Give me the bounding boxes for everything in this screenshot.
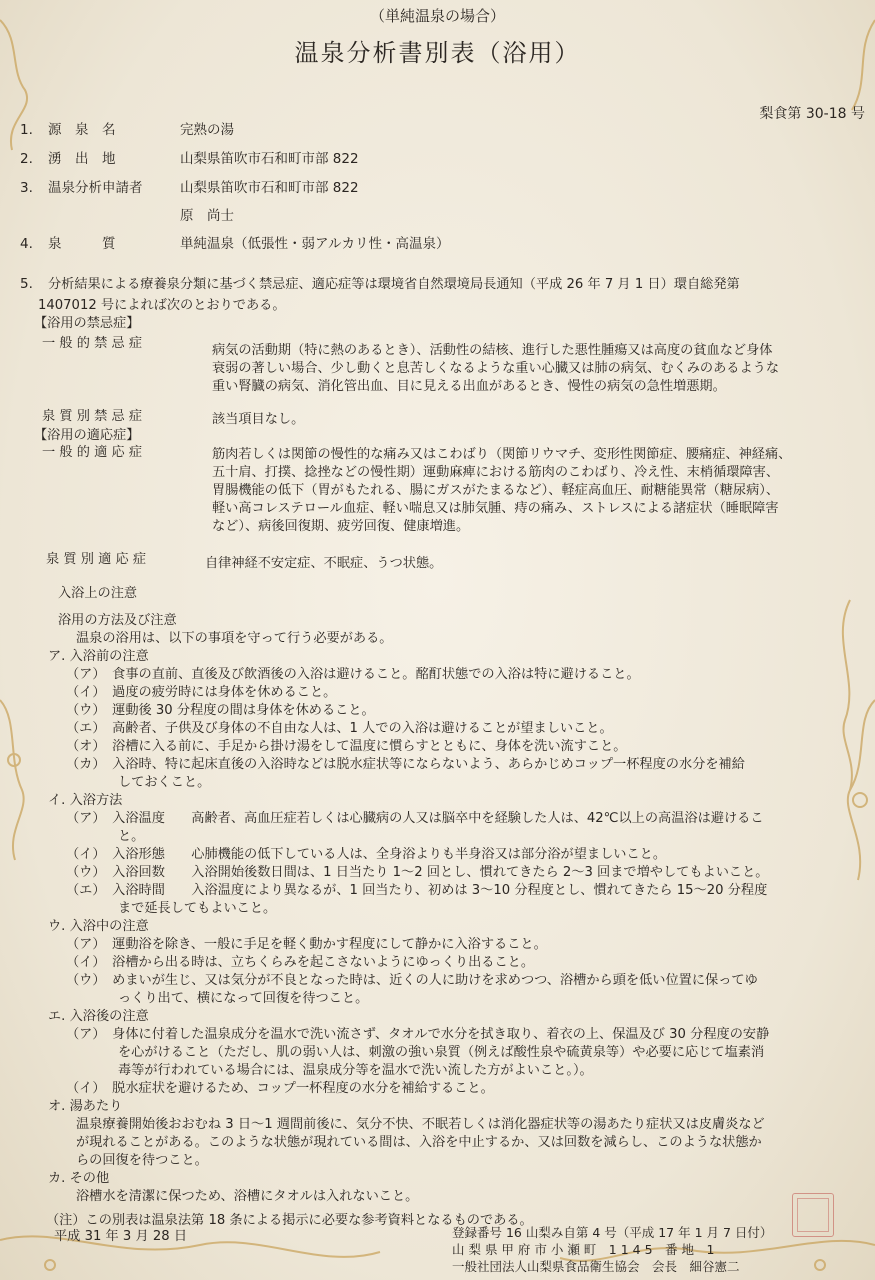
after-bath-item-2: （イ） 脱水症状を避けるため、コップ一杯程度の水分を補給すること。: [66, 1081, 494, 1096]
spring-contraindication-label: 泉 質 別 禁 忌 症: [42, 409, 143, 424]
bath-duration-line-2: まで延長してもよいこと。: [118, 901, 277, 916]
general-indication-label: 一 般 的 適 応 症: [42, 445, 143, 460]
issue-date: 平成 31 年 3 月 28 日: [54, 1229, 188, 1244]
before-bath-item-3: （ウ） 運動後 30 分程度の間は身体を休めること。: [66, 703, 375, 718]
bathing-method-intro: 温泉の浴用は、以下の事項を守って行う必要がある。: [76, 631, 393, 646]
footnote: （注）この別表は温泉法第 18 条による掲示に必要な参考資料となるものである。: [46, 1213, 533, 1228]
registration-number: 登録番号 16 山梨み自第 4 号（平成 17 年 1 月 7 日付）: [452, 1225, 773, 1240]
during-bath-item-1: （ア） 運動浴を除き、一般に手足を軽く動かす程度にして静かに入浴すること。: [66, 937, 547, 952]
before-bath-item-6-line-1: （カ） 入浴時、特に起床直後の入浴時などは脱水症状等にならないよう、あらかじめコップ一杯程度の水分を補給: [66, 757, 745, 772]
bath-sickness-line-1: 温泉療養開始後おおむね 3 日〜1 週間前後に、気分不快、不眠若しくは消化器症状等の湯あたり症状又は皮膚炎など: [76, 1117, 765, 1132]
after-bath-title: エ. 入浴後の注意: [48, 1009, 149, 1024]
document-title: 温泉分析書別表（浴用）: [294, 39, 581, 67]
bath-sickness-line-2: が現れることがある。このような状態が現れている間は、入浴を中止するか、又は回数を減らし、このような状態か: [76, 1135, 762, 1150]
bath-temperature-line-2: と。: [118, 829, 145, 844]
during-bath-title: ウ. 入浴中の注意: [48, 919, 149, 934]
before-bath-item-6-line-2: しておくこと。: [118, 775, 211, 790]
before-bath-item-5: （オ） 浴槽に入る前に、手足から掛け湯をして温度に慣らすとともに、身体を洗い流すこと。: [66, 739, 627, 754]
during-bath-item-3-line-2: っくり出て、横になって回復を待つこと。: [118, 991, 369, 1006]
source-name-label: 源 泉 名: [48, 122, 116, 138]
spring-quality-value: 単純温泉（低張性・弱アルカリ性・高温泉）: [180, 236, 450, 252]
bath-sickness-title: オ. 湯あたり: [48, 1099, 123, 1114]
general-indication-line-2: 五十肩、打撲、捻挫などの慢性期）運動麻痺における筋肉のこわばり、冷え性、末梢循環障害、: [212, 465, 780, 480]
item-number-3: 3.: [20, 180, 33, 196]
after-bath-item-1-line-3: 毒等が行われている場合には、温泉成分等を温水で洗い流した方がよいこと。）。: [118, 1063, 593, 1078]
bath-sickness-line-3: らの回復を待つこと。: [76, 1153, 208, 1168]
item-number-4: 4.: [20, 236, 33, 252]
organization-name: 一般社団法人山梨県食品衛生協会 会長 細谷憲二: [452, 1259, 740, 1274]
general-contraindication-label: 一 般 的 禁 忌 症: [42, 336, 143, 351]
indication-header: 【浴用の適応症】: [34, 428, 140, 443]
bath-style: （イ） 入浴形態 心肺機能の低下している人は、全身浴よりも半身浴又は部分浴が望ましいこと。: [66, 847, 667, 862]
after-bath-item-1-line-1: （ア） 身体に付着した温泉成分を温水で洗い流さず、タオルで水分を拭き取り、着衣の上、保温及び 30 分程度の安静: [66, 1027, 770, 1042]
applicant-address: 山梨県笛吹市石和町市部 822: [180, 180, 359, 196]
spring-contraindication-value: 該当項目なし。: [212, 412, 305, 427]
source-name-value: 完熟の湯: [180, 122, 234, 138]
bath-frequency: （ウ） 入浴回数 入浴開始後数日間は、1 日当たり 1〜2 回とし、慣れてきたら 2〜3 回まで増やしてもよいこと。: [66, 865, 769, 880]
other-title: カ. その他: [48, 1171, 110, 1186]
after-bath-item-1-line-2: を心がけること（ただし、肌の弱い人は、刺激の強い泉質（例えば酸性泉や硫黄泉等）や必要に応じて塩素消: [118, 1045, 765, 1060]
bath-temperature-line-1: （ア） 入浴温度 高齢者、高血圧症若しくは心臓病の人又は脳卒中を経験した人は、42℃以上の高温浴は避けるこ: [66, 811, 764, 826]
applicant-name: 原 尚士: [180, 208, 234, 224]
other-line-1: 浴槽水を清潔に保つため、浴槽にタオルは入れないこと。: [76, 1189, 419, 1204]
item-number-5: 5.: [20, 276, 33, 292]
general-indication-line-5: など）、病後回復期、疲労回復、健康増進。: [212, 519, 470, 534]
during-bath-item-3-line-1: （ウ） めまいが生じ、又は気分が不良となった時は、近くの人に助けを求めつつ、浴槽から頭を低い位置に保ってゆ: [66, 973, 758, 988]
general-indication-line-1: 筋肉若しくは関節の慢性的な痛み又はこわばり（関節リウマチ、変形性関節症、腰痛症、神経痛、: [212, 447, 792, 462]
general-contraindication-line-3: 重い腎臓の病気、消化管出血、目に見える出血があるとき、慢性の病気の急性増悪期。: [212, 379, 726, 394]
spring-indication-value: 自律神経不安定症、不眠症、うつ状態。: [205, 556, 443, 571]
bath-duration-line-1: （エ） 入浴時間 入浴温度により異なるが、1 回当たり、初めは 3〜10 分程度とし、慣れてきたら 15〜20 分程度: [66, 883, 768, 898]
location-value: 山梨県笛吹市石和町市部 822: [180, 151, 359, 167]
spring-indication-label: 泉 質 別 適 応 症: [46, 552, 147, 567]
location-label: 湧 出 地: [48, 151, 116, 167]
before-bath-item-1: （ア） 食事の直前、直後及び飲酒後の入浴は避けること。酩酊状態での入浴は特に避けること。: [66, 667, 640, 682]
general-indication-line-4: 軽い高コレステロール血症、軽い喘息又は肺気腫、痔の痛み、ストレスによる諸症状（睡眠障害: [212, 501, 779, 516]
general-contraindication-line-2: 衰弱の著しい場合、少し動くと息苦しくなるような重い心臓又は肺の病気、むくみのあるような: [212, 361, 780, 376]
before-bath-title: ア. 入浴前の注意: [48, 649, 149, 664]
official-seal-stamp: [792, 1193, 834, 1237]
item-number-2: 2.: [20, 151, 33, 167]
section5-intro-line-1: 分析結果による療養泉分類に基づく禁忌症、適応症等は環境省自然環境局長通知（平成 26 年 7 月 1 日）環自総発第: [48, 277, 740, 292]
document-subtitle: （単純温泉の場合）: [369, 7, 505, 25]
contraindication-header: 【浴用の禁忌症】: [34, 316, 140, 331]
general-indication-line-3: 胃腸機能の低下（胃がもたれる、腸にガスがたまるなど）、軽症高血圧、耐糖能異常（糖尿病）、: [212, 483, 780, 498]
section5-intro-line-2: 1407012 号によれば次のとおりである。: [38, 298, 286, 313]
bathing-method-title: 浴用の方法及び注意: [58, 613, 177, 628]
bathing-notes-title: 入浴上の注意: [58, 586, 138, 601]
general-contraindication-line-1: 病気の活動期（特に熱のあるとき）、活動性の結核、進行した悪性腫瘍又は高度の貧血など身体: [212, 343, 773, 358]
organization-address: 山 梨 県 甲 府 市 小 瀬 町 1 1 4 5 番 地 1: [452, 1242, 715, 1257]
before-bath-item-2: （イ） 過度の疲労時には身体を休めること。: [66, 685, 337, 700]
document-number: 梨食第 30-18 号: [759, 106, 865, 122]
spring-quality-label: 泉 質: [48, 236, 116, 252]
item-number-1: 1.: [20, 122, 33, 138]
during-bath-item-2: （イ） 浴槽から出る時は、立ちくらみを起こさないようにゆっくり出ること。: [66, 955, 535, 970]
applicant-label: 温泉分析申請者: [48, 180, 143, 196]
bathing-method-section-title: イ. 入浴方法: [48, 793, 123, 808]
before-bath-item-4: （エ） 高齢者、子供及び身体の不自由な人は、1 人での入浴は避けることが望ましいこと。: [66, 721, 613, 736]
